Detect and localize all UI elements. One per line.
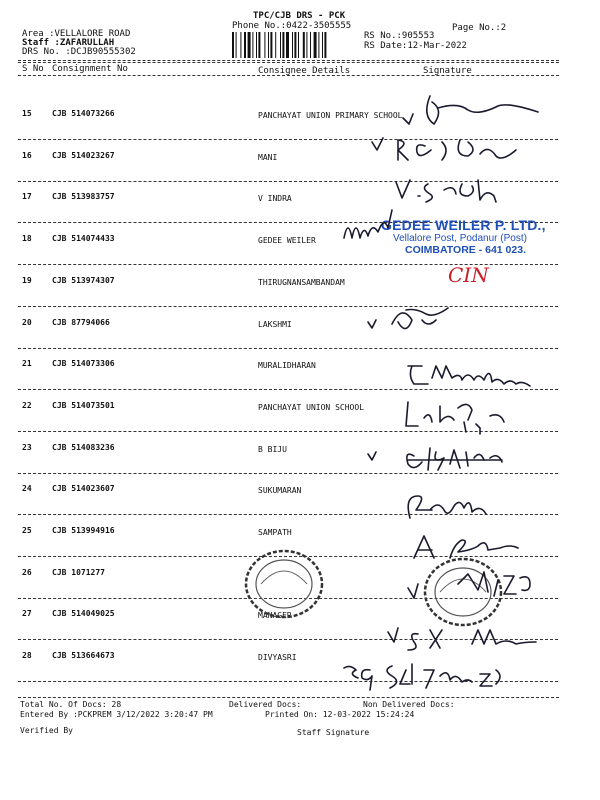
- row-consignee-name: THIRUGNANSAMBANDAM: [258, 278, 345, 287]
- signature-row-27: [382, 624, 542, 654]
- row-consignee-name: V INDRA: [258, 194, 292, 203]
- row-consignee-name: MANI: [258, 153, 278, 162]
- row-serial-number: 23: [22, 443, 32, 452]
- signature-row-16: [370, 132, 530, 168]
- row-consignee-name: MURALIDHARAN: [258, 361, 316, 370]
- column-header-consignee: Consignee Details: [258, 66, 351, 76]
- signature-row-15: [398, 88, 548, 132]
- signature-row-22: [400, 398, 510, 438]
- row-serial-number: 28: [22, 651, 32, 660]
- phone-number: Phone No.:0422-3505555: [232, 21, 352, 31]
- barcode-bar: [306, 32, 307, 58]
- row-consignment-number: CJB 514073266: [52, 109, 115, 118]
- barcode-bar: [280, 32, 281, 58]
- row-consignment-number: CJB 513983757: [52, 192, 115, 201]
- row-serial-number: 21: [22, 359, 32, 368]
- rs-number: RS No.:905553: [364, 31, 435, 41]
- barcode-bar: [258, 32, 260, 58]
- staff-label: Staff :ZAFARULLAH: [22, 38, 115, 48]
- header-rule-second: [18, 62, 559, 63]
- company-stamp-city: COIMBATORE - 641 023.: [405, 244, 526, 256]
- row-divider: [18, 348, 558, 349]
- row-serial-number: 19: [22, 276, 32, 285]
- page-number: Page No.:2: [452, 23, 507, 33]
- cin-annotation: CIN: [448, 263, 489, 287]
- row-consignee-name: B BIJU: [258, 445, 287, 454]
- staff-signature-label: Staff Signature: [297, 728, 370, 737]
- barcode-bar: [282, 32, 284, 58]
- row-consignee-name: LAKSHMI: [258, 320, 292, 329]
- barcode-bar: [252, 32, 253, 58]
- barcode-bar: [286, 32, 289, 58]
- row-consignment-number: CJB 514049025: [52, 609, 115, 618]
- barcode-bar: [322, 32, 323, 58]
- row-consignment-number: CJB 514023607: [52, 484, 115, 493]
- row-consignee-name: MANAGER: [258, 611, 292, 620]
- signature-row-25: [410, 528, 540, 568]
- row-serial-number: 22: [22, 401, 32, 410]
- company-stamp-name: GEDEE WEILER P. LTD.,: [381, 217, 546, 233]
- signature-row-23: [362, 442, 512, 476]
- row-divider: [18, 306, 558, 307]
- barcode-bar: [244, 32, 246, 58]
- row-consignee-name: DIVYASRI: [258, 653, 297, 662]
- delivered-docs: Delivered Docs:: [229, 700, 302, 709]
- barcode-bar: [303, 32, 305, 58]
- row-consignment-number: CJB 513664673: [52, 651, 115, 660]
- footer-rule: [18, 697, 559, 698]
- barcode-bar: [240, 32, 241, 58]
- document-title: TPC/CJB DRS - PCK: [253, 11, 346, 21]
- signature-row-18: [340, 208, 400, 248]
- barcode-graphic: [232, 32, 358, 58]
- signature-row-17: [392, 174, 512, 204]
- column-header-rule: [18, 75, 559, 76]
- barcode-bar: [264, 32, 265, 58]
- row-consignee-name: GEDEE WEILER: [258, 236, 316, 245]
- column-header-consignment: Consignment No: [52, 64, 128, 74]
- row-serial-number: 18: [22, 234, 32, 243]
- row-consignee-name: PANCHAYAT UNION SCHOOL: [258, 403, 364, 412]
- barcode-bar: [292, 32, 293, 58]
- row-serial-number: 15: [22, 109, 32, 118]
- row-consignment-number: CJB 1071277: [52, 568, 105, 577]
- barcode-bar: [268, 32, 269, 58]
- row-consignment-number: CJB 514073306: [52, 359, 115, 368]
- row-consignee-name: PANCHAYAT UNION PRIMARY SCHOOL: [258, 111, 403, 120]
- row-consignment-number: CJB 514073501: [52, 401, 115, 410]
- signature-row-24: [400, 490, 500, 524]
- barcode-bar: [248, 32, 251, 58]
- signature-row-28: [340, 660, 540, 696]
- row-consignment-number: CJB 513974307: [52, 276, 115, 285]
- barcode-bar: [310, 32, 311, 58]
- barcode-bar: [298, 32, 299, 58]
- company-stamp: [381, 217, 571, 256]
- row-consignment-number: CJB 514074433: [52, 234, 115, 243]
- total-docs: Total No. Of Docs: 28: [20, 700, 122, 709]
- barcode-bar: [232, 32, 234, 58]
- barcode-bar: [256, 32, 257, 58]
- barcode-bar: [324, 32, 326, 58]
- non-delivered-docs: Non Delivered Docs:: [363, 700, 455, 709]
- barcode-bar: [270, 32, 272, 58]
- row-consignment-number: CJB 514023267: [52, 151, 115, 160]
- drs-number: DRS No. :DCJB90555302: [22, 47, 136, 57]
- row-serial-number: 17: [22, 192, 32, 201]
- company-stamp-address: Vellalore Post, Podanur (Post): [393, 233, 527, 244]
- row-consignment-number: CJB 513994916: [52, 526, 115, 535]
- barcode-bar: [318, 32, 319, 58]
- printed-on: Printed On: 12-03-2022 15:24:24: [265, 710, 415, 719]
- barcode-bar: [275, 32, 276, 58]
- rs-date: RS Date:12-Mar-2022: [364, 41, 467, 51]
- column-header-signature: Signature: [423, 66, 472, 76]
- signature-row-26: [400, 566, 550, 606]
- signature-row-21: [402, 358, 552, 388]
- row-serial-number: 20: [22, 318, 32, 327]
- row-divider: [18, 389, 558, 390]
- barcode: [232, 32, 358, 58]
- row-consignment-number: CJB 87794066: [52, 318, 110, 327]
- row-consignee-name: SAMPATH: [258, 528, 292, 537]
- round-stamp-left: [243, 548, 325, 624]
- row-consignment-number: CJB 514083236: [52, 443, 115, 452]
- row-serial-number: 27: [22, 609, 32, 618]
- area-label: Area :VELLALORE ROAD: [22, 29, 131, 39]
- entered-by: Entered By :PCKPREM 3/12/2022 3:20:47 PM: [20, 710, 213, 719]
- barcode-bar: [236, 32, 237, 58]
- row-serial-number: 26: [22, 568, 32, 577]
- row-serial-number: 24: [22, 484, 32, 493]
- row-consignee-name: SUKUMARAN: [258, 486, 302, 495]
- signature-row-20: [362, 300, 472, 340]
- barcode-bar: [294, 32, 296, 58]
- row-serial-number: 25: [22, 526, 32, 535]
- column-header-sno: S No: [22, 64, 44, 74]
- verified-by-label: Verified By: [20, 726, 73, 735]
- barcode-bar: [314, 32, 317, 58]
- header-rule-top: [18, 60, 559, 61]
- row-serial-number: 16: [22, 151, 32, 160]
